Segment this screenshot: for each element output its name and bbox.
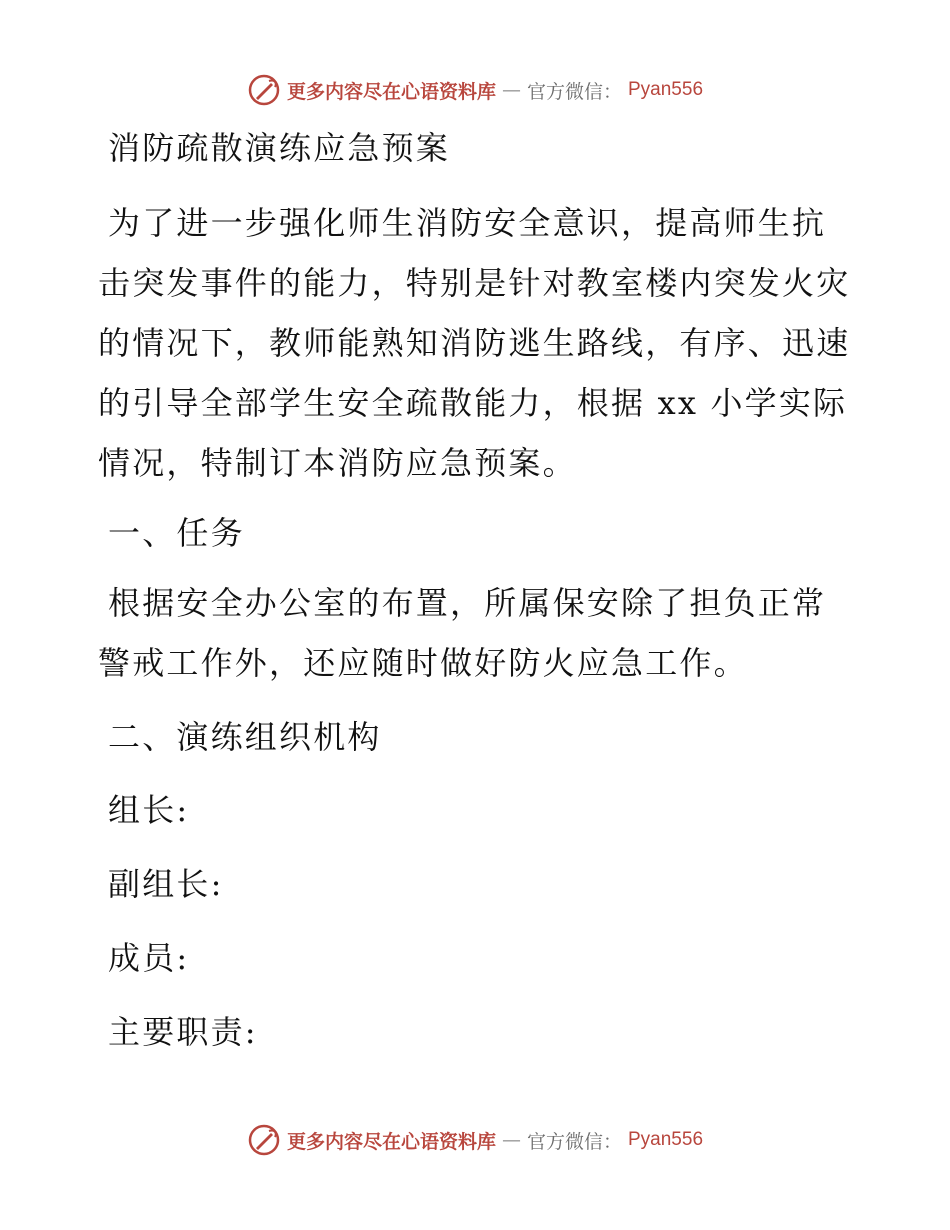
members-label: 成员: [108,939,190,977]
task-paragraph [98,583,858,683]
leader-label: 组长: [108,791,190,829]
section-heading-task: 一、任务 [108,514,245,552]
watermark-wechat-label: 官方微信： [526,80,622,103]
paragraph-line: 警戒工作外，还应随时做好防火应急工作。 [98,644,748,682]
quill-logo-icon [247,73,281,107]
intro-paragraph [98,203,858,483]
section-heading-organization: 二、演练组织机构 [108,718,382,756]
watermark-dash: — [501,79,521,101]
paragraph-line: 的引导全部学生安全疏散能力，根据 xx 小学实际 [98,384,848,422]
watermark-wechat-id: Pyan556 [628,79,704,100]
paragraph-line: 根据安全办公室的布置，所属保安除了担负正常 [108,584,827,622]
watermark-site-text: 更多内容尽在心语资料库 [286,1130,496,1153]
paragraph-line: 情况，特制订本消防应急预案。 [98,444,577,482]
watermark-wechat-label: 官方微信： [526,1130,622,1153]
paragraph-line: 的情况下，教师能熟知消防逃生路线，有序、迅速 [98,324,851,362]
watermark-footer [0,1122,950,1158]
watermark-header [0,72,950,108]
watermark-site-text: 更多内容尽在心语资料库 [286,80,496,103]
quill-logo-icon [247,1123,281,1157]
paragraph-line: 为了进一步强化师生消防安全意识，提高师生抗 [108,204,827,242]
watermark-dash: — [501,1129,521,1151]
deputy-leader-label: 副组长: [108,865,224,903]
document-body [98,118,858,1052]
document-title: 消防疏散演练应急预案 [108,129,451,167]
watermark-wechat-id: Pyan556 [628,1129,704,1150]
main-duties-label: 主要职责: [108,1013,258,1051]
paragraph-line: 击突发事件的能力，特别是针对教室楼内突发火灾 [98,264,851,302]
